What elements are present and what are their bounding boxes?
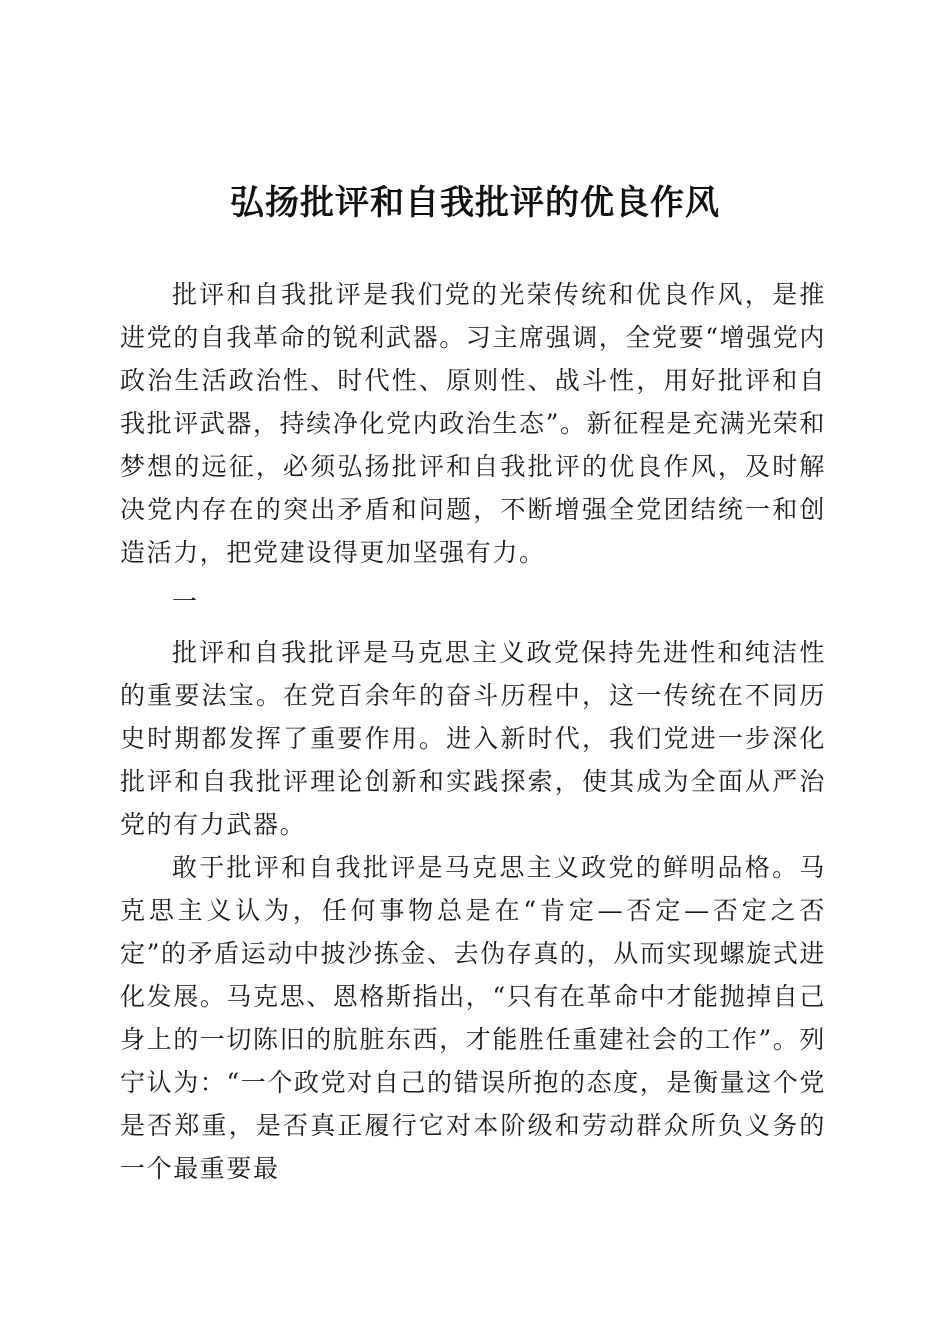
section-paragraph-1: 批评和自我批评是马克思主义政党保持先进性和纯洁性的重要法宝。在党百余年的奋斗历程中，这一传统在不同历史时期都发挥了重要作用。进入新时代，我们党进一步深化批评和自我批评理论创新和实践探索，使其成为全面从严治党的有力武器。 bbox=[120, 638, 826, 839]
section-heading bbox=[120, 580, 826, 623]
document-body bbox=[120, 273, 826, 1190]
section-paragraph-2: 敢于批评和自我批评是马克思主义政党的鲜明品格。马克思主义认为，任何事物总是在“肯定—否定—否定之否定”的矛盾运动中披沙拣金、去伪存真的，从而实现螺旋式进化发展。马克思、恩格斯指出，“只有在革命中才能抛掉自己身上的一切陈旧的肮脏东西，才能胜任重建社会的工作”。列宁认为：“一个政党对自己的错误所抱的态度，是衡量这个党是否郑重，是否真正履行它对本阶级和劳动群众所负义务的一个最重要最 bbox=[120, 853, 826, 1183]
document-title: 弘扬批评和自我批评的优良作风 bbox=[230, 183, 720, 223]
intro-paragraph: 批评和自我批评是我们党的光荣传统和优良作风，是推进党的自我革命的锐利武器。习主席强调，全党要“增强党内政治生活政治性、时代性、原则性、战斗性，用好批评和自我批评武器，持续净化党内政治生态”。新征程是充满光荣和梦想的远征，必须弘扬批评和自我批评的优良作风，及时解决党内存在的突出矛盾和问题，不断增强全党团结统一和创造活力，把党建设得更加坚强有力。 bbox=[120, 280, 826, 567]
section-number: 一 bbox=[172, 587, 199, 616]
